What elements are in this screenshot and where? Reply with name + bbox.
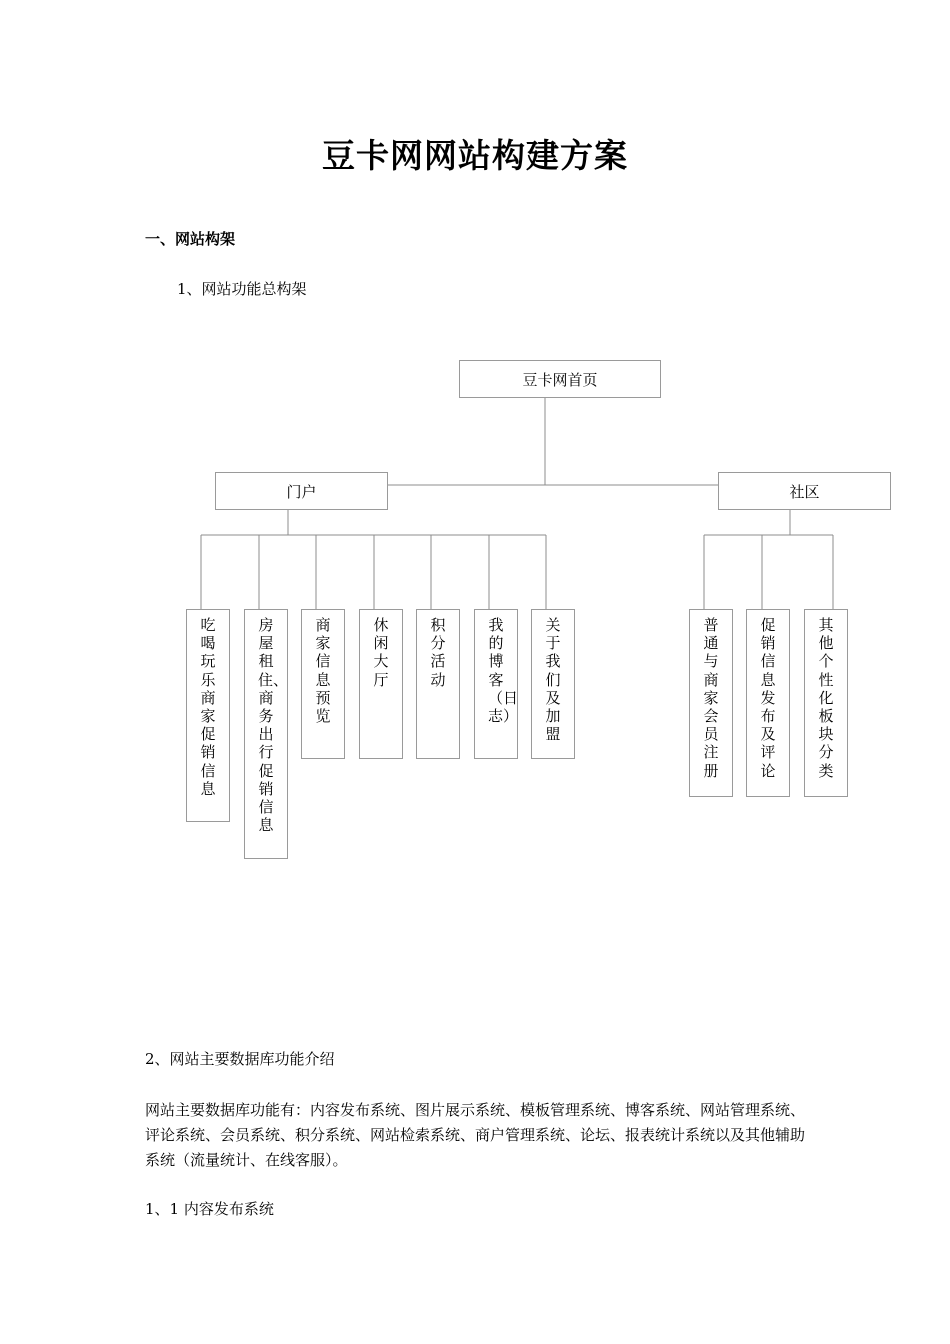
subsection-heading: 1、网站功能总构架 bbox=[177, 280, 307, 298]
org-community-box bbox=[718, 472, 891, 510]
org-root-label: 豆卡网首页 bbox=[522, 370, 598, 389]
org-portal-box bbox=[215, 472, 388, 510]
org-portal-child-label: 关于我们及加盟 bbox=[545, 616, 561, 744]
org-portal-child-label: 我的博客（日志） bbox=[488, 616, 519, 726]
org-community-child-label: 普通与商家会员注册 bbox=[703, 616, 719, 780]
org-portal-child-box bbox=[474, 609, 518, 759]
body-paragraph: 网站主要数据库功能有：内容发布系统、图片展示系统、模板管理系统、博客系统、网站管理系统、评论系统、会员系统、积分系统、网站检索系统、商户管理系统、论坛、报表统计系统以及其他辅助系统（流量统计、在线客服）。 bbox=[145, 1101, 806, 1169]
org-portal-child-box bbox=[416, 609, 460, 759]
org-portal-child-label: 商家信息预览 bbox=[315, 616, 331, 726]
org-portal-child-box bbox=[186, 609, 230, 822]
org-community-label: 社区 bbox=[789, 482, 820, 501]
org-portal-child-label: 休闲大厅 bbox=[373, 616, 389, 689]
subsection-heading: 1、1 内容发布系统 bbox=[145, 1200, 274, 1218]
org-portal-child-box bbox=[531, 609, 575, 759]
org-portal-child-label: 积分活动 bbox=[430, 616, 446, 689]
section-heading: 一、网站构架 bbox=[145, 230, 236, 248]
org-portal-child-label: 房屋租住、商务出行促销信息 bbox=[258, 616, 289, 835]
org-portal-child-box bbox=[359, 609, 403, 759]
subsection-heading: 2、网站主要数据库功能介绍 bbox=[145, 1050, 335, 1068]
document-title: 豆卡网网站构建方案 bbox=[322, 136, 628, 175]
org-community-child-label: 促销信息发布及评论 bbox=[760, 616, 776, 780]
org-community-child-box bbox=[804, 609, 848, 797]
org-root-box bbox=[459, 360, 661, 398]
org-community-child-box bbox=[689, 609, 733, 797]
org-portal-child-box bbox=[301, 609, 345, 759]
org-community-child-box bbox=[746, 609, 790, 797]
org-portal-child-label: 吃喝玩乐商家促销信息 bbox=[200, 616, 216, 798]
org-portal-label: 门户 bbox=[286, 482, 317, 501]
org-community-child-label: 其他个性化板块分类 bbox=[818, 616, 834, 780]
org-portal-child-box bbox=[244, 609, 288, 859]
